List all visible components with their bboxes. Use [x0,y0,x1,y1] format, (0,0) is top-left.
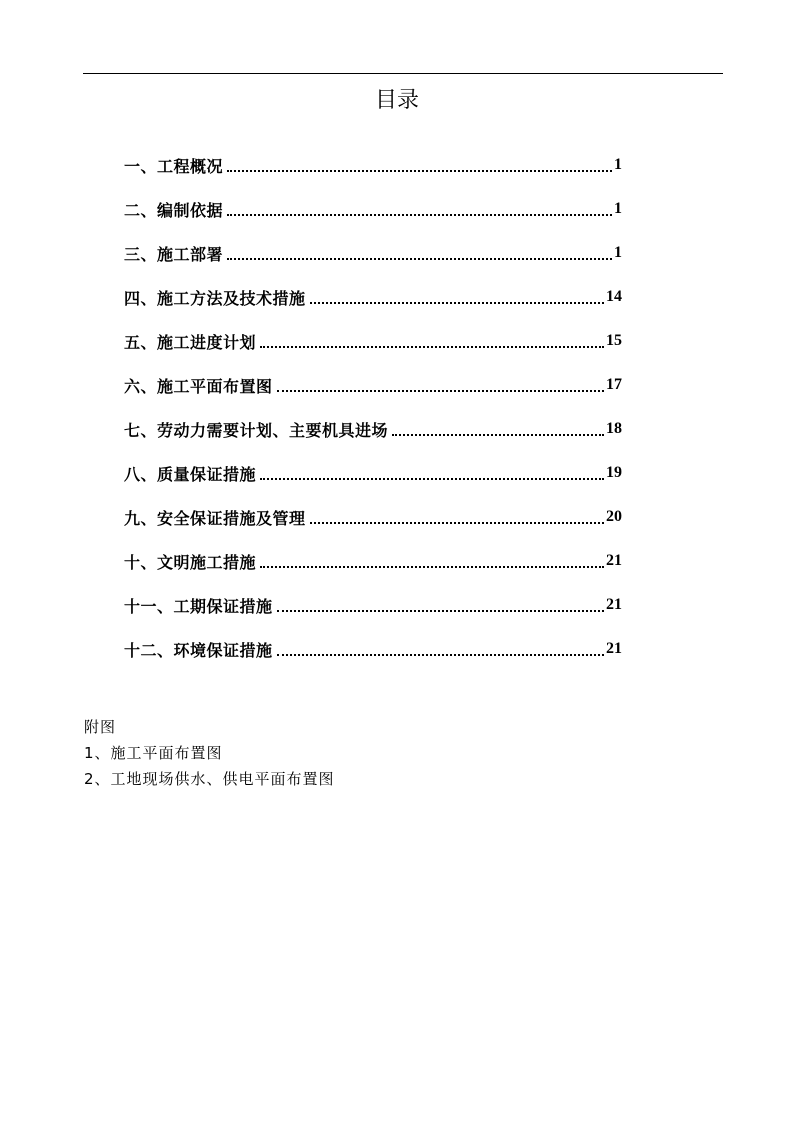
appendix-item: 1、施工平面布置图 [84,744,223,762]
toc-dot-leader [277,654,604,656]
toc-entry[interactable] [124,539,622,583]
toc-entry-label: 八、质量保证措施 [124,464,257,484]
toc-entry-page: 21 [606,596,622,613]
toc-entry-label: 七、劳动力需要计划、主要机具进场 [124,420,389,440]
toc-entry[interactable] [124,275,622,319]
toc-entry[interactable] [124,583,622,627]
toc-entry-page: 1 [614,200,622,217]
toc-entry-page: 15 [606,332,622,349]
toc-entry-page: 1 [614,244,622,261]
toc-entry-label: 二、编制依据 [124,200,224,220]
toc-dot-leader [392,434,604,436]
toc-entry[interactable] [124,187,622,231]
toc-entry[interactable] [124,319,622,363]
toc-entry-label: 六、施工平面布置图 [124,376,273,396]
toc-entry-page: 21 [606,640,622,657]
toc-dot-leader [310,302,604,304]
toc-entry-label: 一、工程概况 [124,156,224,176]
toc-entry-page: 19 [606,464,622,481]
toc-dot-leader [260,478,604,480]
toc-entry-page: 18 [606,420,622,437]
toc-entry[interactable] [124,451,622,495]
appendix-item: 2、工地现场供水、供电平面布置图 [84,770,335,788]
toc-entry-label: 十、文明施工措施 [124,552,257,572]
toc-dot-leader [277,390,604,392]
toc-entry[interactable] [124,231,622,275]
toc-dot-leader [277,610,604,612]
toc-dot-leader [260,346,604,348]
toc-entry[interactable] [124,363,622,407]
toc-entry-label: 五、施工进度计划 [124,332,257,352]
toc-entry[interactable] [124,627,622,671]
toc-entry-page: 20 [606,508,622,525]
toc-entry[interactable] [124,143,622,187]
toc-entry-label: 十二、环境保证措施 [124,640,273,660]
toc-entry-label: 九、安全保证措施及管理 [124,508,306,528]
toc-entry-label: 十一、工期保证措施 [124,596,273,616]
toc-dot-leader [227,170,612,172]
header-rule [83,73,723,74]
toc-entry-page: 1 [614,156,622,173]
appendix-section [84,714,584,792]
toc-entry-page: 21 [606,552,622,569]
toc-dot-leader [227,214,612,216]
toc-entry[interactable] [124,407,622,451]
toc-entry-page: 17 [606,376,622,393]
toc-dot-leader [260,566,604,568]
toc-entry-label: 三、施工部署 [124,244,224,264]
toc-entry-page: 14 [606,288,622,305]
table-of-contents [124,143,622,671]
toc-entry[interactable] [124,495,622,539]
page-title: 目录 [374,88,419,113]
toc-dot-leader [310,522,604,524]
appendix-heading: 附图 [84,718,117,736]
toc-dot-leader [227,258,612,260]
toc-entry-label: 四、施工方法及技术措施 [124,288,306,308]
